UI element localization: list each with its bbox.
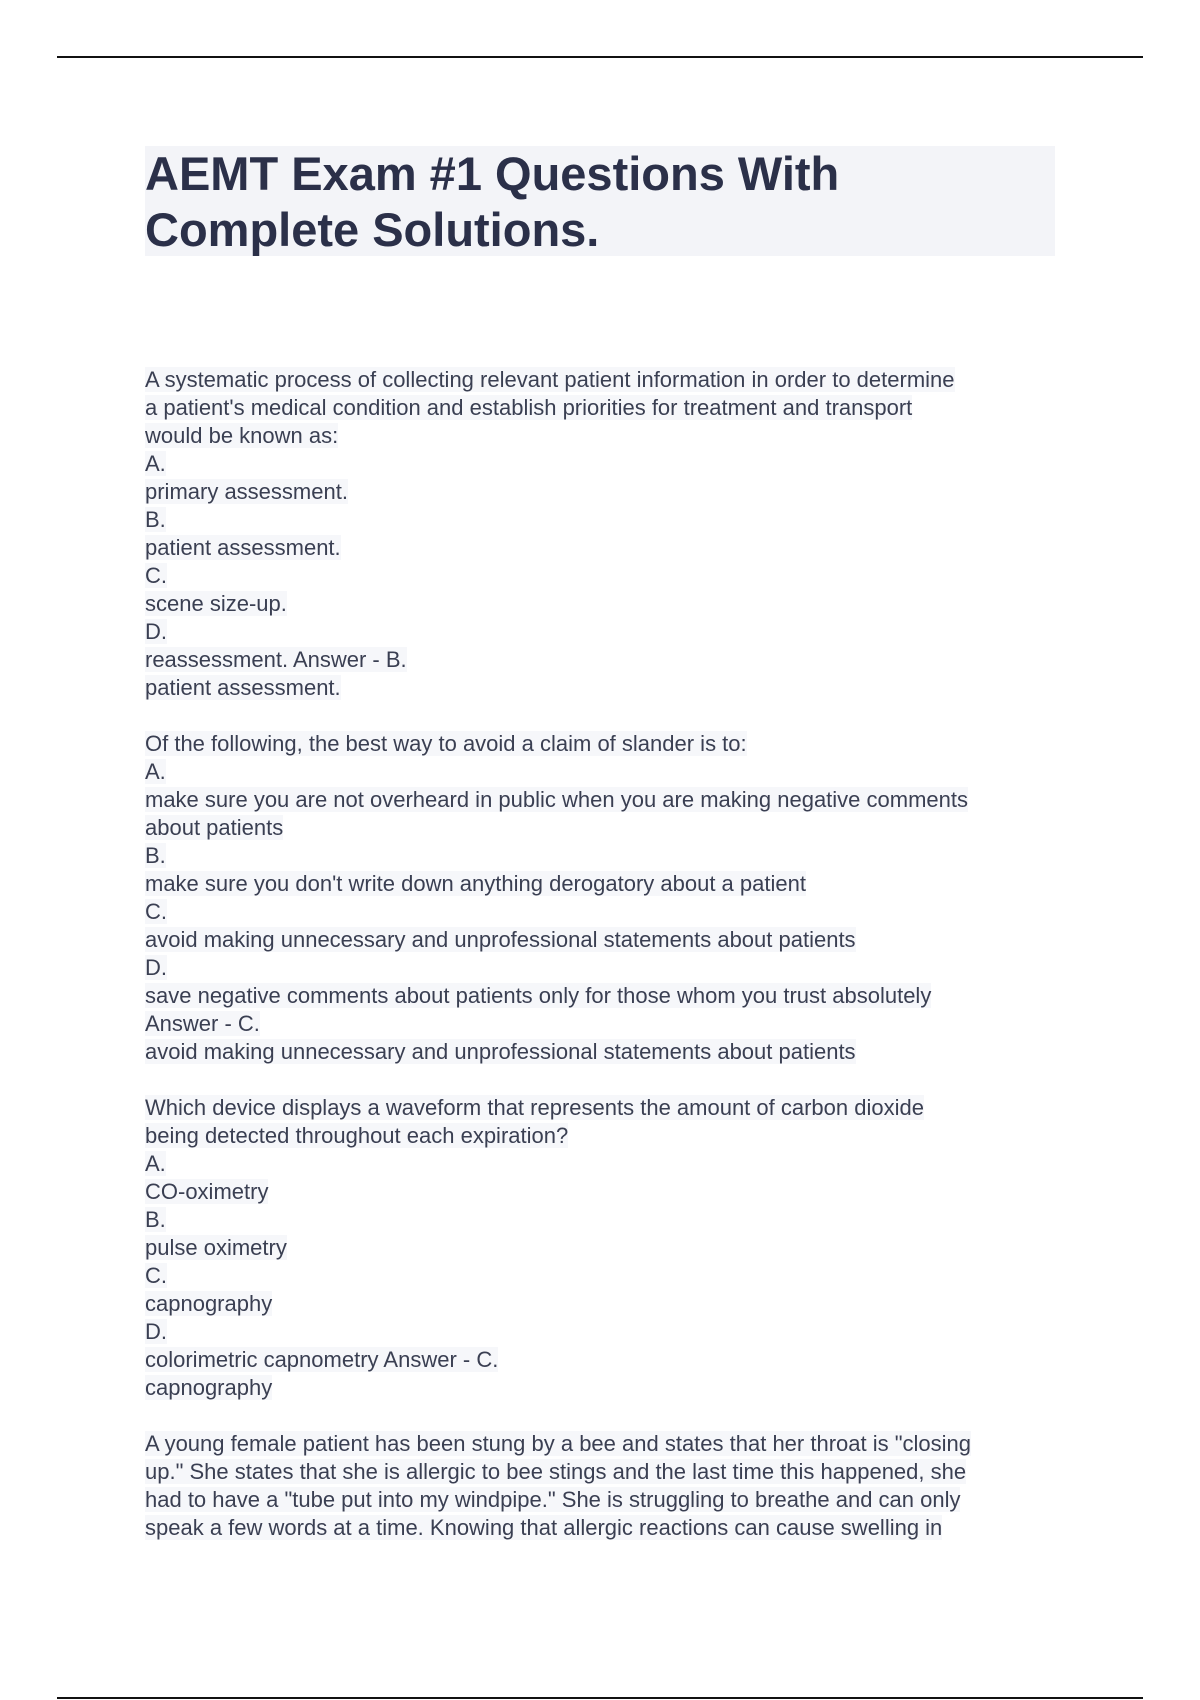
question-text-line: would be known as:: [145, 423, 339, 448]
option-text: avoid making unnecessary and unprofessional statements about patients: [145, 927, 856, 952]
option-letter: D.: [145, 619, 167, 644]
question-text-line: a patient's medical condition and establish priorities for treatment and transport: [145, 395, 913, 420]
question-text-line: had to have a "tube put into my windpipe." She is struggling to breathe and can only: [145, 1487, 961, 1512]
title-block: [145, 146, 1055, 256]
option-text: patient assessment.: [145, 535, 341, 560]
question-text-line: up." She states that she is allergic to bee stings and the last time this happened, she: [145, 1459, 967, 1484]
option-text: make sure you don't write down anything derogatory about a patient: [145, 871, 806, 896]
option-text: make sure you are not overheard in public when you are making negative comments: [145, 787, 969, 812]
title-line: Complete Solutions.: [145, 203, 600, 256]
question-text-line: speak a few words at a time. Knowing that allergic reactions can cause swelling in: [145, 1515, 943, 1540]
option-text: pulse oximetry: [145, 1235, 287, 1260]
option-letter: D.: [145, 955, 167, 980]
option-text-with-answer: reassessment. Answer - B.: [145, 647, 407, 672]
footer-rule: [57, 1697, 1143, 1699]
question-text-line: Which device displays a waveform that represents the amount of carbon dioxide: [145, 1095, 924, 1120]
option-letter: C.: [145, 1263, 167, 1288]
question-text-line: being detected throughout each expiration?: [145, 1123, 569, 1148]
question-4: [145, 1430, 1065, 1542]
option-letter: A.: [145, 759, 166, 784]
option-text: save negative comments about patients only for those whom you trust absolutely: [145, 983, 932, 1008]
question-1: [145, 366, 1065, 702]
option-text-with-answer: colorimetric capnometry Answer - C.: [145, 1347, 499, 1372]
question-text-line: A young female patient has been stung by a bee and states that her throat is "closing: [145, 1431, 972, 1456]
question-text-line: A systematic process of collecting relevant patient information in order to determine: [145, 367, 955, 392]
page-title: [145, 146, 1055, 258]
option-text: capnography: [145, 1291, 273, 1316]
option-letter: B.: [145, 1207, 166, 1232]
option-text: about patients: [145, 815, 284, 840]
option-letter: D.: [145, 1319, 167, 1344]
option-letter: A.: [145, 451, 166, 476]
answer-label: Answer - C.: [145, 1011, 260, 1036]
option-letter: B.: [145, 507, 166, 532]
question-text-line: Of the following, the best way to avoid a claim of slander is to:: [145, 731, 747, 756]
title-line: AEMT Exam #1 Questions With: [145, 147, 840, 200]
option-text: scene size-up.: [145, 591, 287, 616]
question-2: [145, 730, 1065, 1066]
question-list: [145, 366, 1065, 1570]
option-letter: C.: [145, 563, 167, 588]
header-rule: [57, 56, 1143, 58]
option-letter: B.: [145, 843, 166, 868]
answer-text: avoid making unnecessary and unprofessional statements about patients: [145, 1039, 856, 1064]
option-letter: A.: [145, 1151, 166, 1176]
answer-text: capnography: [145, 1375, 273, 1400]
answer-text: patient assessment.: [145, 675, 341, 700]
option-text: CO-oximetry: [145, 1179, 269, 1204]
question-3: [145, 1094, 1065, 1402]
option-letter: C.: [145, 899, 167, 924]
option-text: primary assessment.: [145, 479, 348, 504]
